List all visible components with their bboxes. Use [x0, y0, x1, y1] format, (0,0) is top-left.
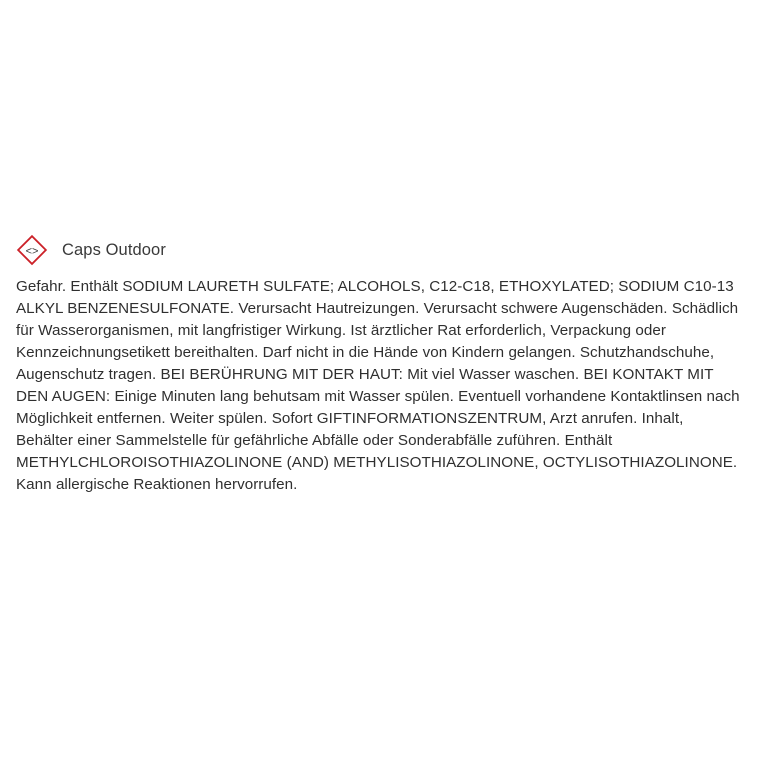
ghs-warning-pictogram-icon	[16, 234, 48, 266]
hazard-information-block	[16, 230, 746, 496]
product-name: Caps Outdoor	[62, 240, 166, 259]
hazard-statement-text: Gefahr. Enthält SODIUM LAURETH SULFATE; ALCOHOLS, C12-C18, ETHOXYLATED; SODIUM C10-13 ALKYL BENZENESULFONATE. Verursacht Hautreizungen. Verursacht schwere Augenschäden. Schädlich für Wasserorganismen, mit langfristiger Wirkung. Ist ärztlicher Rat erforderlich, Verpackung oder Kennzeichnungsetikett bereithalten. Darf nicht in die Hände von Kindern gelangen. Schutzhandschuhe, Augenschutz tragen. BEI BERÜHRUNG MIT DER HAUT: Mit viel Wasser waschen. BEI KONTAKT MIT DEN AUGEN: Einige Minuten lang behutsam mit Wasser spülen. Eventuell vorhandene Kontaktlinsen nach Möglichkeit entfernen. Weiter spülen. Sofort GIFTINFORMATIONSZENTRUM, Arzt anrufen. Inhalt, Behälter einer Sammelstelle für gefährliche Abfälle oder Sonderabfälle zuführen. Enthält METHYLCHLOROISOTHIAZOLINONE (AND) METHYLISOTHIAZOLINONE, OCTYLISOTHIAZOLINONE. Kann allergische Reaktionen hervorrufen.	[16, 278, 740, 494]
hazard-header	[16, 230, 746, 270]
svg-text:<>: <>	[25, 245, 39, 258]
